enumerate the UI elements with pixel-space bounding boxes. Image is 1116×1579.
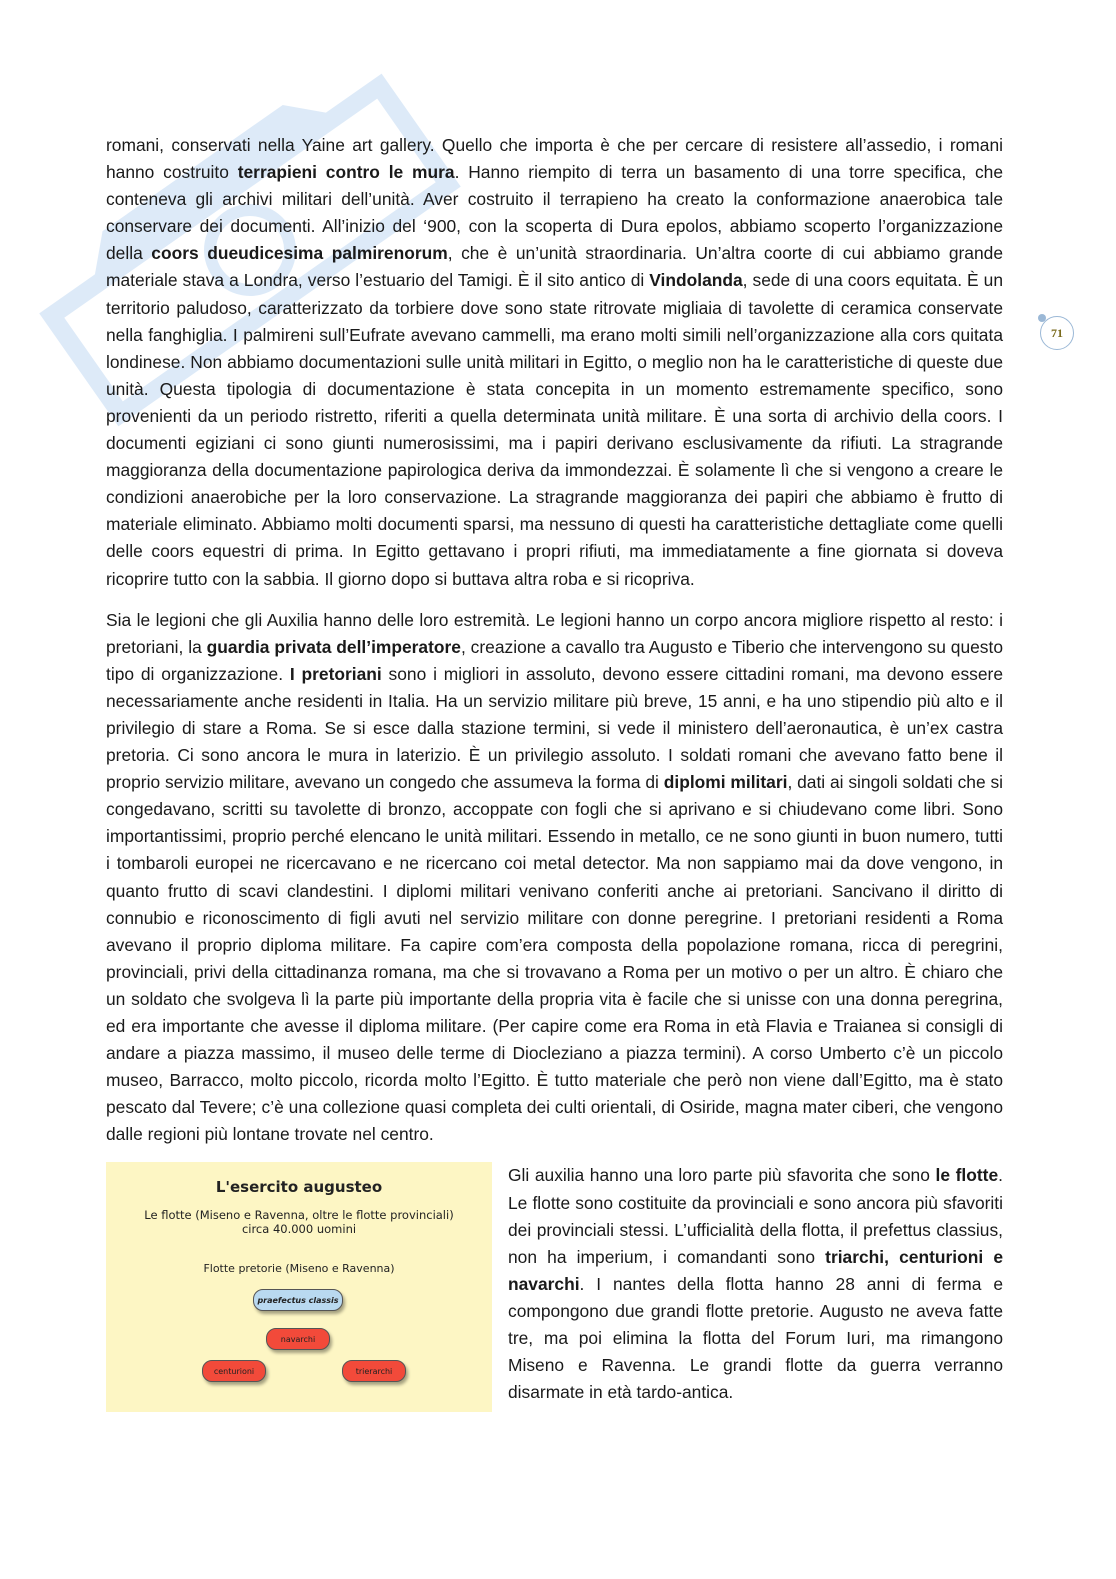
node-navarchi: navarchi [266,1328,330,1350]
diagram-subtitle-line: circa 40.000 uomini [241,1222,357,1237]
paragraph-3 [508,1162,1003,1406]
text: . Le flotte sono costituite da provinciali e sono ancora più sfavoriti dei provinciali stessi. L’ufficialità della flotta, il prefettus classius, non ha imperium, i comandanti sono [508,1165,1003,1267]
text: , sede di una coors equitata. È un territorio paludoso, caratterizzato da torbiere dove sono state ritrovate migliaia di tavolette di ceramica conservate nella fanghiglia. I palmireni sull’Eufrate avevano cammelli, ma erano molti simili nell’organizzazione alla cors quitata londinese. Non abbiamo documentazioni sulle unità militari in Egitto, o meglio non ha le caratteristiche di queste due unità. Questa tipologia di documentazione è stata concepita in un momento estremamente specifico, sono provenienti da un periodo ristretto, riferiti a quella determinata unità militare. È una sorta di archivio della coors. I documenti egiziani ci sono giunti numerosissimi, ma i papiri derivano esclusivamente da rifiuti. La stragrande maggioranza della documentazione papirologica deriva da immondezzai. È solamente lì che si vengono a creare le condizioni anaerobiche per la loro conservazione. La stragrande maggioranza dei papiri che abbiamo è frutto di materiale eliminato. Abbiamo molti documenti sparsi, ma nessuno di questi ha caratteristiche dettagliate come quelli delle coors equestri di prima. In Egitto gettavano i propri rifiuti, ma immediatamente a fine giornata si doveva ricoprire tutto con la sabbia. Il giorno dopo si buttava altra roba e si ricopriva. [106,270,1003,589]
figure-row [106,1162,1003,1420]
text: , che è un’unità straordinaria. Un’altra coorte di cui abbiamo grande materiale stava a Londra, verso l’estuario del Tamigi. È il sito antico di [106,243,1003,291]
text: romani, conservati nella Yaine art gallery. Quello che importa è che per cercare di resistere all’assedio, i romani hanno costruito [106,135,1003,183]
text: , dati ai singoli soldati che si congedavano, scritti su tavolette di bronzo, accoppate con fogli che si aprivano e si chiudevano come libri. Sono importantissimi, proprio perché elencano le unità militari. Essendo in metallo, ce ne sono giunti in buon numero, tutti i tombaroli europei ne ricercavano e ne ricercano coi metal detector. Ma non sappiamo mai da dove vengono, in quanto frutto di scavi clandestini. I diplomi militari venivano conferiti anche ai pretoriani. Sancivano il diritto di connubio e riconoscimento di figli avuti nel servizio militare con donne peregrine. I pretoriani residenti a Roma avevano il proprio diploma militare. Fa capire com’era composta della popolazione romana, ricca di peregrini, provinciali, privi della cittadinanza romana, ma che si trovavano a Roma per un motivo o per un altro. È chiaro che un soldato che svolgeva lì la parte più importante della propria vita è facile che si unisse con una donna peregrina, ed era importante che avesse il diploma militare. (Per capire come era Roma in età Flavia e Traianea si consigli di andare a piazza massimo, il museo delle terme di Diocleziano a piazza termini). A corso Umberto c’è un piccolo museo, Barracco, molto piccolo, ricorda molto l’Egitto. È tutto materiale che però non viene dall’Egitto, ma è stato pescato dal Tevere; c’è una collezione quasi completa dei culti orientali, di Osiride, magna mater ciberi, che vengono dalle regioni più lontane trovate nel centro. [106,772,1004,1145]
node-praefectus-classis: praefectus classis [253,1289,343,1311]
text: . I nantes della flotta hanno 28 anni di ferma e compongono due grandi flotte pretorie. Augusto ne aveva fatte tre, ma poi elimina la flotta del Forum Iuri, ma rimangono Miseno e Ravenna. Le grandi flotte da guerra verranno disarmate in età tardo-antica. [508,1273,1003,1403]
text: Gli auxilia hanno una loro parte più sfavorita che sono [508,1165,936,1186]
document-body [106,132,1003,1420]
text: Sia le legioni che gli Auxilia hanno delle loro estremità. Le legioni hanno un corpo ancora migliore rispetto al resto: i pretoriani, la [106,609,1003,657]
node-trierarchi: trierarchi [342,1360,406,1382]
bold-text: le flotte [935,1165,999,1186]
bold-text: triarchi, centurioni e navarchi [508,1246,1003,1294]
bold-text: coors dueudicesima palmirenorum [151,243,448,264]
diagram-title: L'esercito augusteo [215,1178,383,1197]
text: . Hanno riempito di terra un basamento di una torre specifica, che conteneva gli archivi militari dell’unità. Aver costruito il terrapieno ha creato la conformazione anaerobica tale conservare dei documenti. All’inizio del ‘900, con la scoperta di Dura epolos, abbiamo scoperto l’organizzazione della [106,162,1004,264]
bold-text: I pretoriani [289,663,382,684]
bold-text: terrapieni contro le mura [237,162,455,183]
fleet-diagram [106,1162,492,1412]
diagram-subtitle [106,1208,492,1236]
bold-text: diplomi militari [663,772,788,793]
bold-text: Vindolanda [649,270,743,291]
paragraph-2 [106,607,1003,1149]
text: , creazione a cavallo tra Augusto e Tiberio che intervengono su questo tipo di organizzazione. [106,636,1003,684]
node-centurioni: centurioni [202,1360,266,1382]
diagram-subtitle-2: Flotte pretorie (Miseno e Ravenna) [203,1262,395,1276]
paragraph-1 [106,132,1003,593]
text: sono i migliori in assoluto, devono essere cittadini romani, ma devono essere necessariamente anche residenti in Italia. Ha un servizio militare più breve, 15 anni, e ha uno stipendio più alto e il privilegio di stare a Roma. Se si esce dalla stazione termini, si vede il ministero dell’aeronautica, è un’ex castra pretoria. Ci sono ancora le mura in laterizio. È un privilegio assoluto. I soldati romani che avevano fatto bene il proprio servizio militare, avevano un congedo che assumeva la forma di [106,663,1003,793]
bold-text: guardia privata dell’imperatore [206,636,461,657]
diagram-subtitle-line: Le flotte (Miseno e Ravenna, oltre le flotte provinciali) [144,1208,454,1223]
page-number: 71 [1040,316,1074,350]
